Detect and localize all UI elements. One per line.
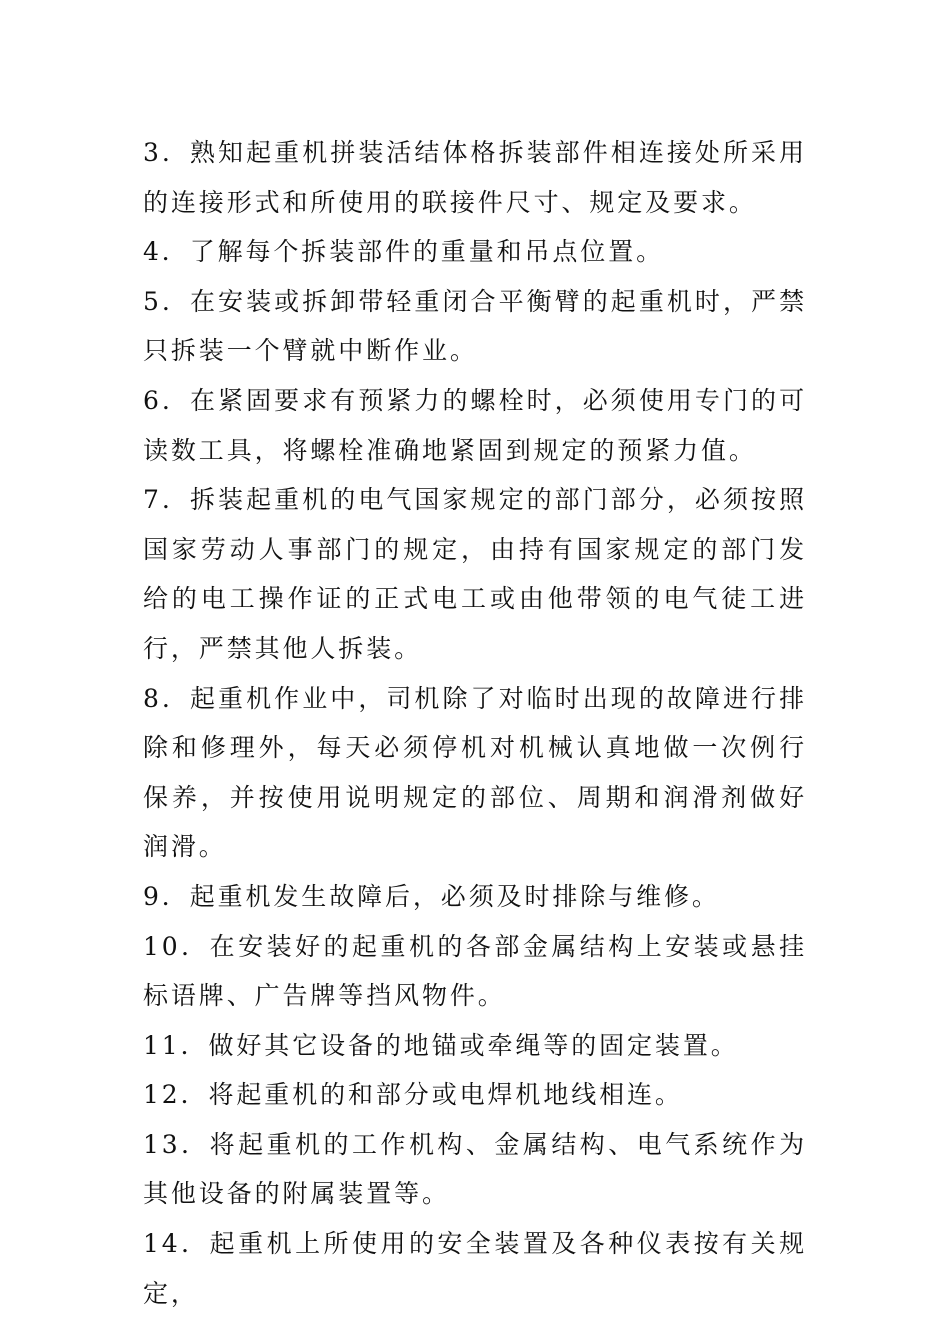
paragraph-item-12: 12．将起重机的和部分或电焊机地线相连。 xyxy=(143,1080,683,1110)
paragraph-item-8: 8．起重机作业中，司机除了对临时出现的故障进行排除和修理外，每天必须停机对机械认真地做一次例行保养，并按使用说明规定的部位、周期和润滑剂做好润滑。 xyxy=(143,683,807,862)
paragraph-item-13: 13．将起重机的工作机构、金属结构、电气系统作为其他设备的附属装置等。 xyxy=(143,1129,807,1209)
document-body xyxy=(143,128,807,1318)
paragraph-item-14: 14．起重机上所使用的安全装置及各种仪表按有关规定， xyxy=(143,1229,807,1308)
paragraph-item-7: 7．拆装起重机的电气国家规定的部门部分，必须按照国家劳动人事部门的规定，由持有国家规定的部门发给的电工操作证的正式电工或由他带领的电气徒工进行，严禁其他人拆装。 xyxy=(143,485,807,663)
paragraph-item-6: 6．在紧固要求有预紧力的螺栓时，必须使用专门的可读数工具，将螺栓准确地紧固到规定的预紧力值。 xyxy=(143,385,807,465)
paragraph-item-3: 3．熟知起重机拼装活结体格拆装部件相连接处所采用的连接形式和所使用的联接件尺寸、规定及要求。 xyxy=(143,138,807,217)
paragraph-item-11: 11．做好其它设备的地锚或牵绳等的固定装置。 xyxy=(143,1030,739,1060)
paragraph-item-10: 10．在安装好的起重机的各部金属结构上安装或悬挂标语牌、广告牌等挡风物件。 xyxy=(143,931,807,1011)
paragraph-item-5: 5．在安装或拆卸带轻重闭合平衡臂的起重机时，严禁只拆装一个臂就中断作业。 xyxy=(143,286,807,366)
paragraph-item-9: 9．起重机发生故障后，必须及时排除与维修。 xyxy=(143,881,720,911)
paragraph-item-4: 4．了解每个拆装部件的重量和吊点位置。 xyxy=(143,237,665,267)
